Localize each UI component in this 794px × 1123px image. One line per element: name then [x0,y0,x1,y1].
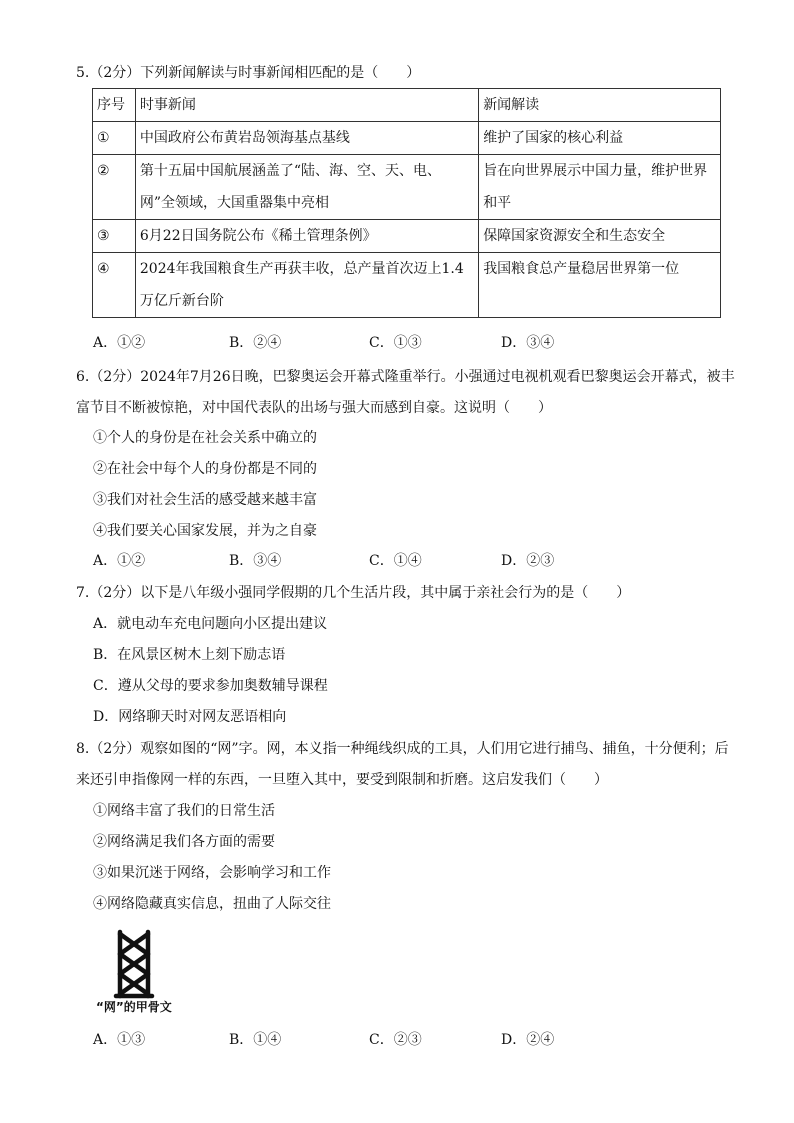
q8-item-4: ④网络隐藏真实信息，扭曲了人际交往 [93,896,331,912]
q8-item-3: ③如果沉迷于网络，会影响学习和工作 [93,865,331,881]
figure-caption: “网”的甲骨文 [96,1000,172,1014]
table-header: 序号 [93,89,136,122]
q6-choices [93,551,693,571]
q8-item-1: ①网络丰富了我们的日常生活 [93,803,275,819]
q8-stem: 8.（2分）观察如图的“网”字。网，本义指一种绳线织成的工具，人们用它进行捕鸟、捕鱼，十分便利；后来还引申指像网一样的东西，一旦堕入其中，要受到限制和折磨。这启发我们（ ） [76,741,729,788]
q5-news-table [92,88,721,318]
q5-choices [93,333,693,353]
q7-stem: 7.（2分）以下是八年级小强同学假期的几个生活片段，其中属于亲社会行为的是（ ） [76,585,631,601]
q8-choices [93,1030,693,1050]
choice-a[interactable]: A．①② [93,335,146,351]
choice-c[interactable]: C．②③ [369,1032,422,1048]
q6-stem: 6.（2分）2024年7月26日晚，巴黎奥运会开幕式隆重举行。小强通过电视机观看巴黎奥运会开幕式，被丰富节目不断被惊艳，对中国代表队的出场与强大而感到自豪。这说明（ ） [76,369,735,416]
choice-c[interactable]: C．①④ [369,553,422,569]
table-cell: ③ [93,220,136,253]
choice-b[interactable]: B．③④ [229,553,282,569]
q7-option-b[interactable]: B．在风景区树木上刻下励志语 [93,647,286,663]
choice-d[interactable]: D．③④ [501,335,555,351]
q6-item-4: ④我们要关心国家发展，并为之自豪 [93,523,317,539]
q5-stem: 5.（2分）下列新闻解读与时事新闻相匹配的是（ ） [76,65,421,81]
table-header: 时事新闻 [135,89,478,122]
table-cell: ② [93,155,136,220]
q7-option-a[interactable]: A．就电动车充电问题向小区提出建议 [93,616,328,632]
choice-a[interactable]: A．①③ [93,1032,146,1048]
table-header-row [93,89,721,122]
q8-item-2: ②网络满足我们各方面的需要 [93,834,275,850]
table-cell: 保障国家资源安全和生态安全 [479,220,721,253]
table-row [93,220,721,253]
table-cell: 6月22日国务院公布《稀土管理条例》 [135,220,478,253]
table-row [93,155,721,220]
q7-option-d[interactable]: D．网络聊天时对网友恶语相向 [93,709,287,725]
choice-b[interactable]: B．②④ [229,335,282,351]
choice-a[interactable]: A．①② [93,553,146,569]
q7-option-c[interactable]: C．遵从父母的要求参加奥数辅导课程 [93,678,328,694]
q6-item-3: ③我们对社会生活的感受越来越丰富 [93,492,317,508]
choice-d[interactable]: D．②③ [501,553,555,569]
choice-c[interactable]: C．①③ [369,335,422,351]
table-cell: 旨在向世界展示中国力量，维护世界和平 [479,155,721,220]
choice-d[interactable]: D．②④ [501,1032,555,1048]
table-cell: 维护了国家的核心利益 [479,122,721,155]
table-cell: 中国政府公布黄岩岛领海基点基线 [135,122,478,155]
q6-item-2: ②在社会中每个人的身份都是不同的 [93,461,317,477]
choice-b[interactable]: B．①④ [229,1032,282,1048]
table-cell: 我国粮食总产量稳居世界第一位 [479,253,721,318]
q6-item-1: ①个人的身份是在社会关系中确立的 [93,430,317,446]
table-row [93,122,721,155]
table-header: 新闻解读 [479,89,721,122]
table-cell: ① [93,122,136,155]
table-cell: 2024年我国粮食生产再获丰收，总产量首次迈上1.4万亿斤新台阶 [135,253,478,318]
table-cell: ④ [93,253,136,318]
table-row [93,253,721,318]
table-cell: 第十五届中国航展涵盖了“陆、海、空、天、电、网”全领域，大国重器集中亮相 [135,155,478,220]
